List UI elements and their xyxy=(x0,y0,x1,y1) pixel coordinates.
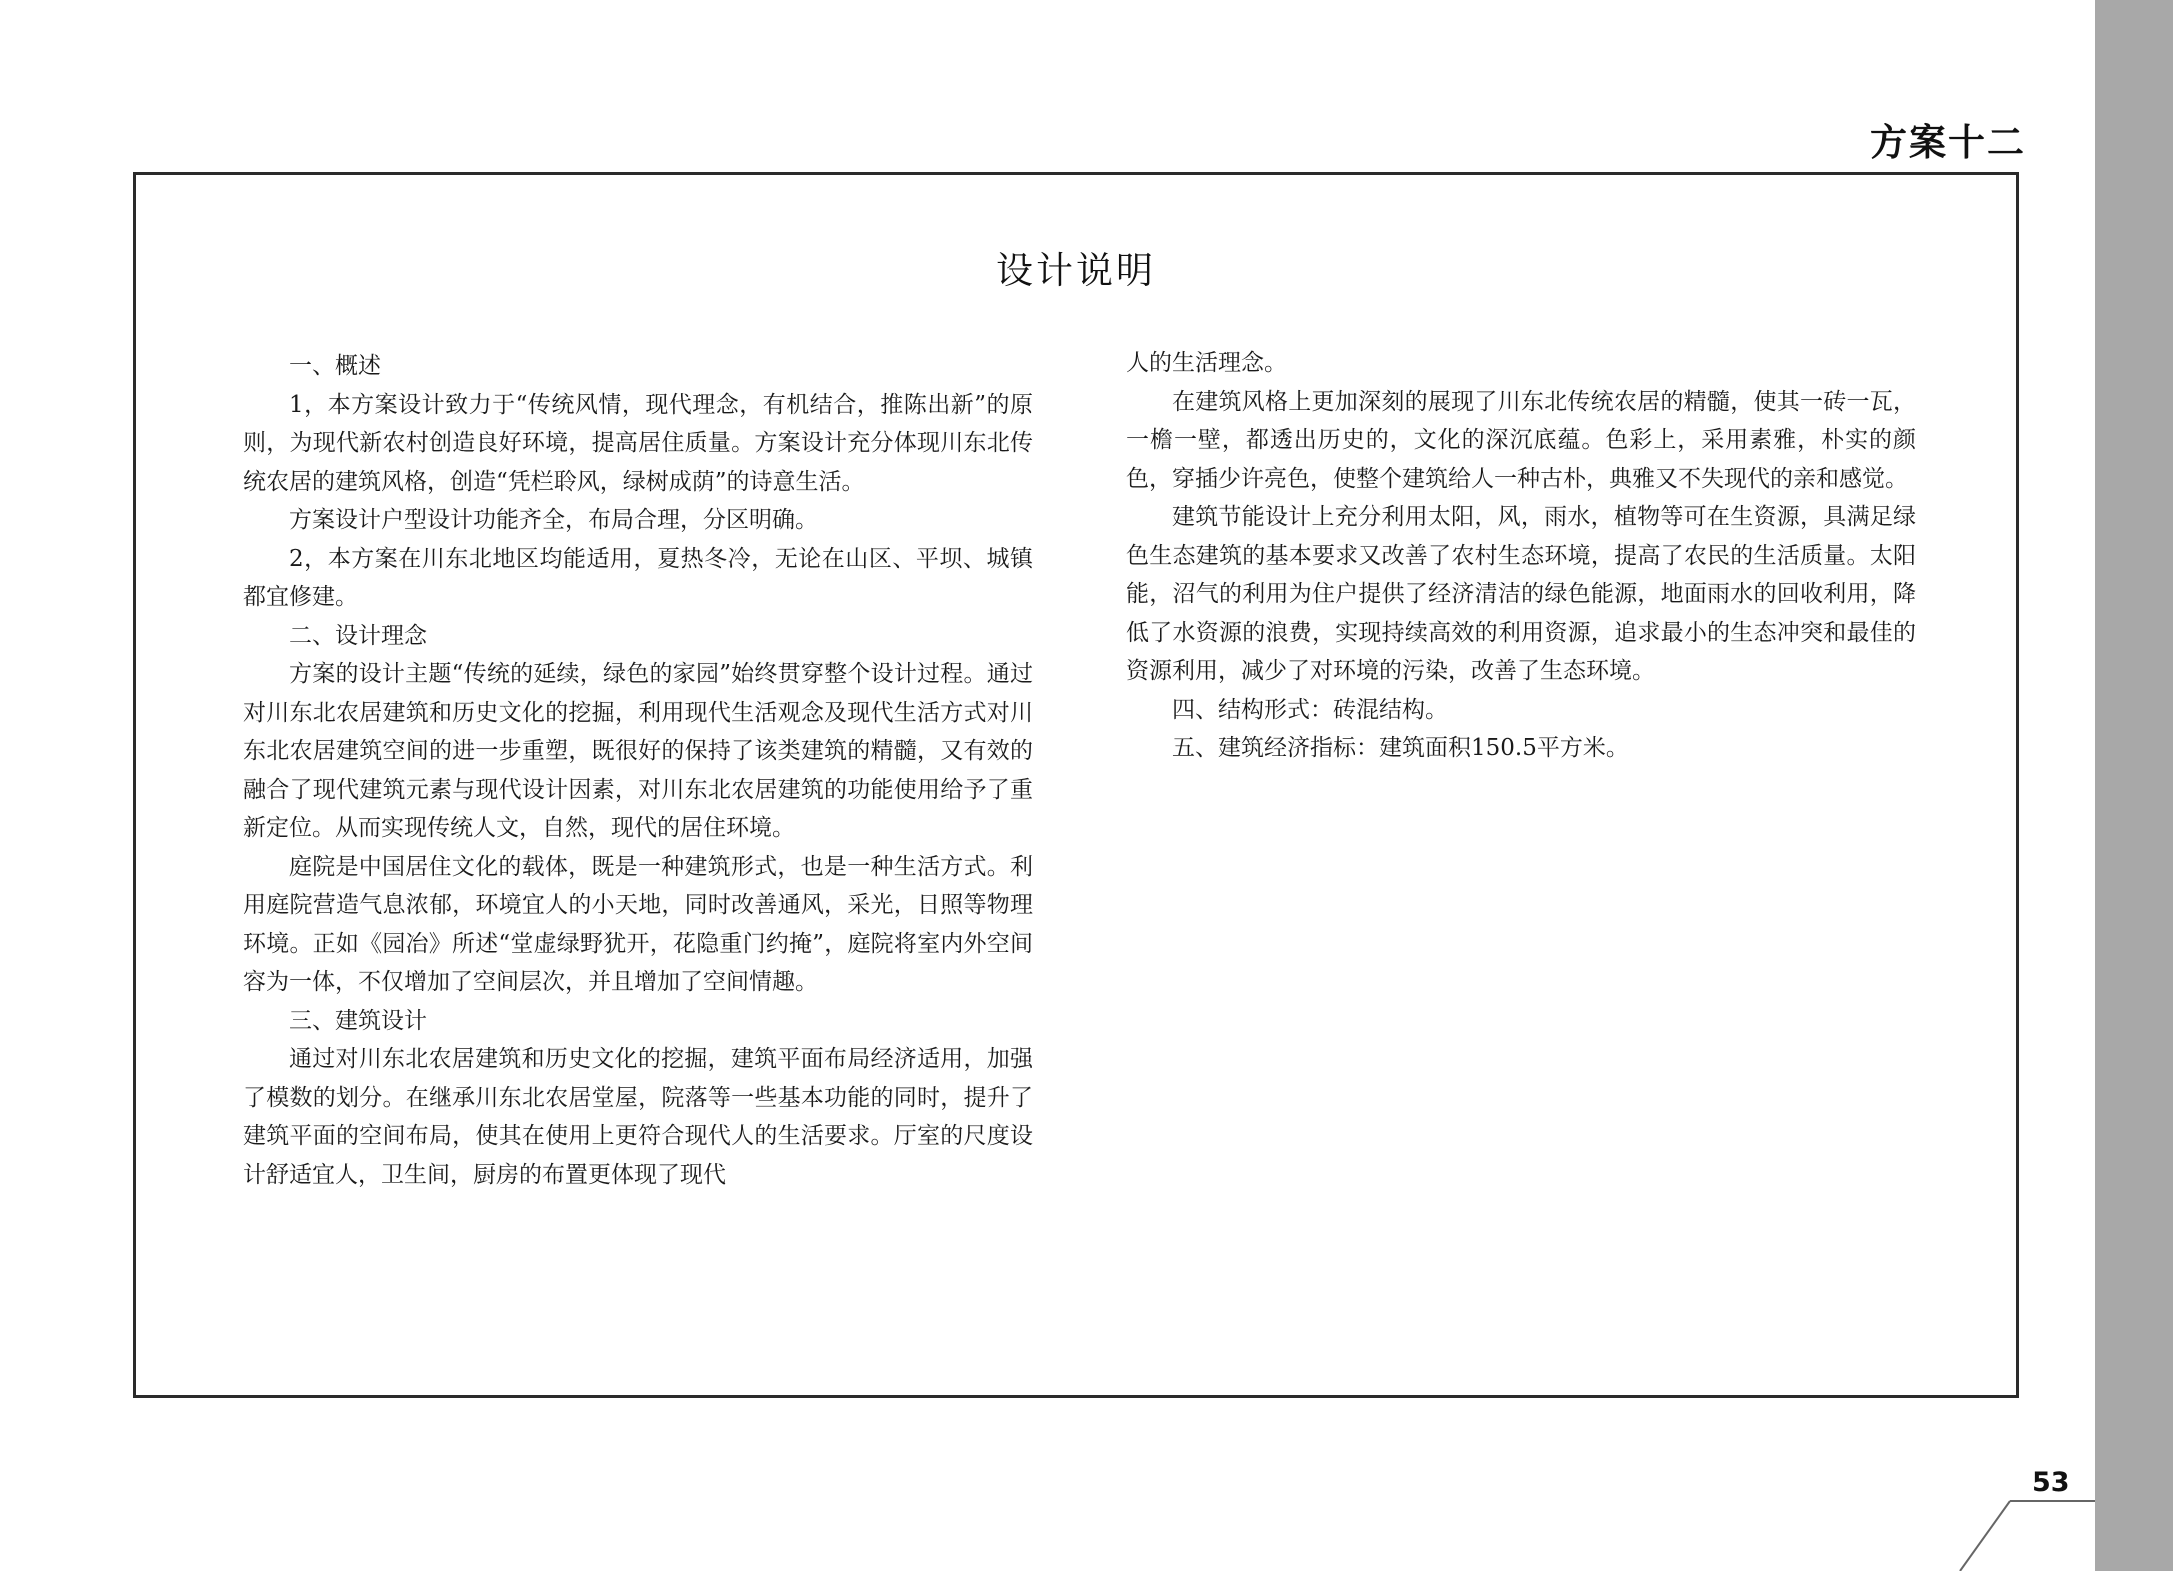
section-heading: 一、概述 xyxy=(289,353,381,379)
paragraph: 建筑节能设计上充分利用太阳，风，雨水，植物等可在生资源，具满足绿色生态建筑的基本要求又改善了农村生态环境，提高了农民的生活质量。太阳能，沼气的利用为住户提供了经济清洁的绿色能源，地面雨水的回收利用，降低了水资源的浪费，实现持续高效的利用资源，追求最小的生态冲突和最佳的资源利用，减少了对环境的污染，改善了生态环境。 xyxy=(1126,504,1916,684)
document-title: 设计说明 xyxy=(996,249,1156,292)
section-heading: 三、建筑设计 xyxy=(289,1007,427,1034)
scheme-label: 方案十二 xyxy=(1870,121,2026,164)
section-heading: 五、建筑经济指标：建筑面积150.5平方米。 xyxy=(1172,735,1629,761)
section-heading: 二、设计理念 xyxy=(289,622,427,649)
paragraph: 庭院是中国居住文化的载体，既是一种建筑形式，也是一种生活方式。利用庭院营造气息浓郁，环境宜人的小天地，同时改善通风，采光，日照等物理环境。正如《园冶》所述“堂虚绿野犹开，花隐重门约掩”，庭院将室内外空间容为一体，不仅增加了空间层次，并且增加了空间情趣。 xyxy=(243,853,1033,995)
paragraph: 通过对川东北农居建筑和历史文化的挖掘，建筑平面布局经济适用，加强了模数的划分。在继承川东北农居堂屋，院落等一些基本功能的同时，提升了建筑平面的空间布局，使其在使用上更符合现代人的生活要求。厅室的尺度设计舒适宜人，卫生间，厨房的布置更体现了现代 xyxy=(243,1046,1033,1188)
paragraph: 方案的设计主题“传统的延续，绿色的家园”始终贯穿整个设计过程。通过对川东北农居建筑和历史文化的挖掘，利用现代生活观念及现代生活方式对川东北农居建筑空间的进一步重塑，既很好的保持了该类建筑的精髓，又有效的融合了现代建筑元素与现代设计因素，对川东北农居建筑的功能使用给予了重新定位。从而实现传统人文，自然，现代的居住环境。 xyxy=(243,661,1033,841)
paragraph: 在建筑风格上更加深刻的展现了川东北传统农居的精髓，使其一砖一瓦，一檐一壁，都透出历史的，文化的深沉底蕴。色彩上，采用素雅，朴实的颜色，穿插少许亮色，使整个建筑给人一种古朴，典雅又不失现代的亲和感觉。 xyxy=(1126,388,1916,492)
paragraph: 2，本方案在川东北地区均能适用，夏热冬冷，无论在山区、平坝、城镇都宜修建。 xyxy=(243,545,1033,610)
page-number: 53 xyxy=(2032,1467,2070,1498)
section-heading: 四、结构形式：砖混结构。 xyxy=(1172,696,1448,723)
paragraph: 人的生活理念。 xyxy=(1126,350,1287,376)
paragraph: 1，本方案设计致力于“传统风情，现代理念，有机结合，推陈出新”的原则，为现代新农村创造良好环境，提高居住质量。方案设计充分体现川东北传统农居的建筑风格，创造“凭栏聆风，绿树成荫”的诗意生活。 xyxy=(243,391,1033,495)
paragraph: 方案设计户型设计功能齐全，布局合理，分区明确。 xyxy=(289,507,818,533)
